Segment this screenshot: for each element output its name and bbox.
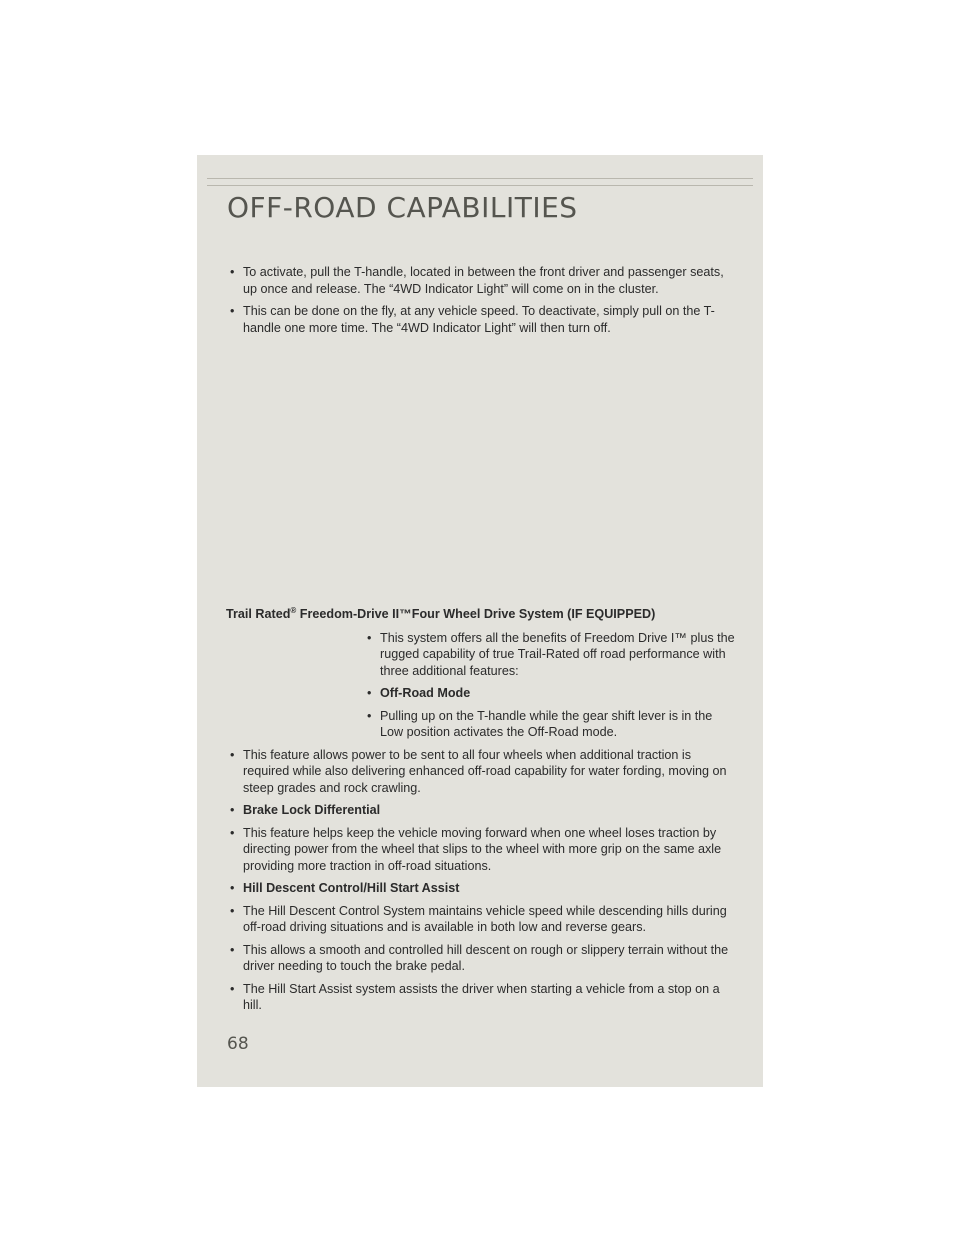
list-item [363,630,736,680]
list-item [226,825,736,875]
section-heading-prefix: Trail Rated [226,607,291,621]
list-item-text: This system offers all the benefits of Freedom Drive I™ plus the rugged capability of true Trail-Rated off road performance with three additional features: [380,630,735,678]
list-item-text: The Hill Start Assist system assists the driver when starting a vehicle from a stop on a hill. [243,981,720,1012]
list-item [226,303,736,336]
list-item-text: This feature allows power to be sent to all four wheels when additional traction is required while also delivering enhanced off-road capability for water fording, moving on steep grades and rock crawling. [243,747,727,795]
list-item-text: Off-Road Mode [380,686,471,700]
bullet-icon: • [367,686,372,700]
bullet-icon: • [367,630,372,645]
list-item [226,981,736,1014]
list-item-text: This allows a smooth and controlled hill descent on rough or slippery terrain without the driver needing to touch the brake pedal. [243,942,729,973]
list-item [226,747,736,797]
indented-bullet-list [363,630,736,741]
page-title: OFF-ROAD CAPABILITIES [227,191,578,224]
list-item [226,264,736,297]
list-item [226,802,736,819]
list-item-text: Hill Descent Control/Hill Start Assist [243,881,460,895]
list-item [226,903,736,936]
list-item-text: This feature helps keep the vehicle moving forward when one wheel loses traction by directing power from the wheel that slips to the wheel with more grip on the same axle providing more traction in off-road situations. [243,825,722,873]
bullet-icon: • [230,942,235,957]
list-item-text: To activate, pull the T-handle, located in between the front driver and passenger seats, up once and release. The “4WD Indicator Light” will come on in the cluster. [243,265,724,296]
header-rule-bottom [207,185,753,186]
bullet-icon: • [230,304,235,318]
list-item [363,685,736,702]
list-item [363,708,736,741]
bullet-icon: • [230,803,235,817]
bullet-icon: • [230,747,235,762]
feature-bullet-list [226,747,736,1014]
bullet-icon: • [367,708,372,723]
list-item-text: The Hill Descent Control System maintains vehicle speed while descending hills during off-road driving situations and is available in both low and reverse gears. [243,903,727,934]
list-item [226,942,736,975]
page-number: 68 [227,1034,249,1054]
registered-mark: ® [290,605,297,615]
bullet-icon: • [230,881,235,895]
header-rule-top [207,178,753,179]
list-item-text: Pulling up on the T-handle while the gear shift lever is in the Low position activates the Off-Road mode. [380,708,713,739]
intro-bullet-list [226,264,736,336]
manual-page [197,155,763,1087]
page-content [226,264,736,1020]
list-item [226,880,736,897]
list-item-text: This can be done on the fly, at any vehicle speed. To deactivate, simply pull on the T-handle one more time. The “4WD Indicator Light” will then turn off. [243,304,715,335]
section-heading-suffix: Freedom-Drive II™Four Wheel Drive System (IF EQUIPPED) [296,607,656,621]
bullet-icon: • [230,903,235,918]
bullet-icon: • [230,825,235,840]
bullet-icon: • [230,981,235,996]
section-heading [226,606,736,623]
blank-space [226,342,736,606]
bullet-icon: • [230,265,235,279]
list-item-text: Brake Lock Differential [243,803,381,817]
